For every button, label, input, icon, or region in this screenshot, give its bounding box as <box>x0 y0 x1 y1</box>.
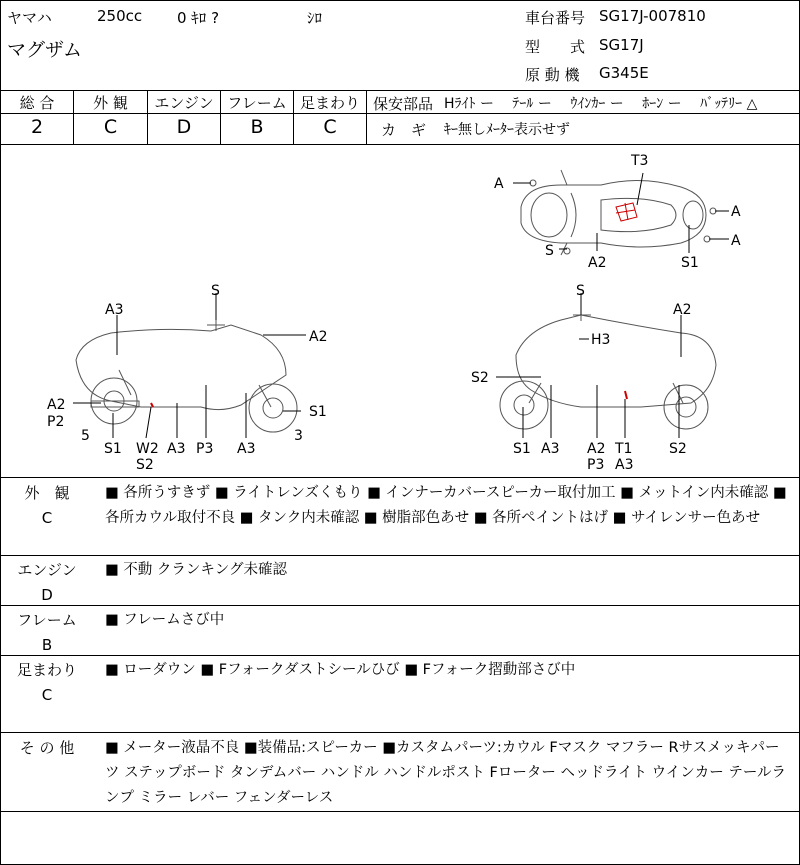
diagram-label: A3 <box>167 441 186 457</box>
diagram-label: A2 <box>47 397 66 413</box>
diagram-label: S <box>545 243 554 259</box>
displacement: 250cc <box>97 7 143 25</box>
grade-suspension: C <box>323 116 337 138</box>
diagram-label: A3 <box>541 441 560 457</box>
remark-label-exterior: 外 観 C <box>24 484 70 527</box>
diagram-label: H3 <box>591 332 611 348</box>
diagram-label: A2 <box>673 302 692 318</box>
color: ｼﾛ <box>307 9 323 27</box>
diagram-label: T1 <box>615 441 633 457</box>
diagram-label: A <box>731 233 741 249</box>
equipment-label: 保安部品 <box>373 95 434 113</box>
remark-text-engine: ■ 不動 クランキング未確認 <box>105 562 287 578</box>
diagram-label: P2 <box>47 414 65 430</box>
remark-text-frame: ■ フレームさび中 <box>105 612 225 628</box>
equipment-items: Hﾗｲﾄ ー ﾃｰﾙ ー ｳｲﾝｶｰ ー ﾎｰﾝ ー ﾊﾞｯﾃﾘｰ △ <box>444 96 758 112</box>
remark-label-other: そ の 他 <box>19 739 75 757</box>
grade-frame: B <box>250 116 264 138</box>
remark-text-suspension: ■ ローダウン ■ Fフォークダストシールひび ■ Fフォーク摺動部さび中 <box>105 662 576 678</box>
maker: ヤマハ <box>7 9 52 27</box>
diagram-label: P3 <box>587 457 605 473</box>
diagram-label: S <box>211 283 220 299</box>
grade-header-exterior: 外 観 <box>93 94 128 112</box>
diagram-label: S2 <box>471 370 489 386</box>
diagram-label: S2 <box>136 457 154 473</box>
remark-label-suspension: 足まわり C <box>16 661 77 704</box>
key-value: ｷｰ無しﾒｰﾀｰ表示せず <box>444 122 570 138</box>
diagram-label: A2 <box>587 441 606 457</box>
frame-no: SG17J-007810 <box>599 7 706 25</box>
type-value: SG17J <box>599 36 644 54</box>
grade-exterior: C <box>103 116 118 138</box>
grade-header-suspension: 足まわり <box>299 94 360 112</box>
grade-engine: D <box>176 116 192 138</box>
grade-header-frame: フレーム <box>227 94 287 112</box>
diagram-label: A3 <box>237 441 256 457</box>
grade-header-engine: エンジン <box>154 94 214 112</box>
diagram-label: 5 <box>81 428 90 444</box>
frame-no-label: 車台番号 <box>525 9 586 27</box>
diagram-label: S1 <box>309 404 327 420</box>
remark-text-other: ■ メーター液晶不良 ■装備品:スピーカー ■カスタムパーツ:カウル Fマスク マフラー Rサスメッキパーツ ステップボード タンデムバー ハンドル ハンドルポスト Fローター ヘッドライト ウインカー テールランプ ミラー レバー フェンダーレス <box>105 740 787 806</box>
diagram-label: A3 <box>615 457 634 473</box>
right-view-scooter <box>500 310 716 429</box>
diagram-label: A <box>731 204 741 220</box>
diagram-label: W2 <box>136 441 159 457</box>
engine-value: G345E <box>599 64 649 82</box>
diagram-label: S <box>576 283 585 299</box>
diagram-label: A2 <box>309 329 328 345</box>
diagram-label: S1 <box>104 441 122 457</box>
damage-diagram <box>1 145 799 478</box>
remark-text-exterior: ■ 各所うすきず ■ ライトレンズくもり ■ インナーカバースピーカー取付加工 ■ メットイン内未確認 ■ 各所カウル取付不良 ■ タンク内未確認 ■ 樹脂部色あせ ■ 各所ペイントはげ ■ サイレンサー色あせ <box>105 485 787 526</box>
remark-label-engine: エンジン D <box>17 561 77 604</box>
diagram-label: 3 <box>294 428 303 444</box>
type-label: 型 式 <box>525 38 586 56</box>
diagram-label: S2 <box>669 441 687 457</box>
engine-label: 原 動 機 <box>525 66 580 84</box>
diagram-label: S1 <box>513 441 531 457</box>
diagram-label: P3 <box>196 441 214 457</box>
remark-label-frame: フレーム B <box>17 611 77 654</box>
diagram-label: A3 <box>105 302 124 318</box>
grade-total: 2 <box>30 116 44 138</box>
mileage: 0 ｷﾛ ? <box>177 9 220 27</box>
diagram-label: A2 <box>588 255 607 271</box>
diagram-label: T3 <box>631 153 649 169</box>
diagram-label: A <box>494 176 504 192</box>
diagram-label: S1 <box>681 255 699 271</box>
model-name: マグザム <box>7 39 83 61</box>
left-view-scooter <box>76 320 297 432</box>
key-label: カ ギ <box>381 121 427 139</box>
grade-header-total: 総 合 <box>19 94 55 112</box>
